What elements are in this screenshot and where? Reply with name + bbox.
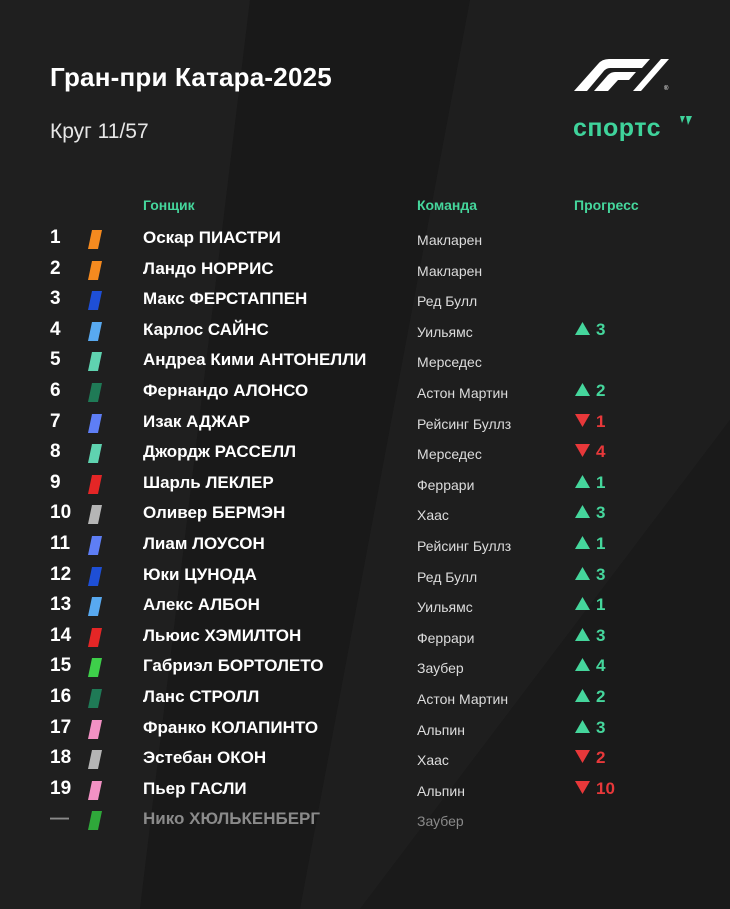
- position-number: 15: [50, 655, 72, 677]
- arrow-up-icon: [575, 536, 590, 549]
- progress-value: 10: [596, 778, 615, 798]
- driver-name: Льюис ХЭМИЛТОН: [143, 625, 302, 645]
- arrow-up-icon: [575, 597, 590, 610]
- team-color-flag-icon: [88, 352, 102, 371]
- f1-logo-icon: [572, 58, 680, 92]
- position-number: 1: [50, 227, 61, 248]
- team-name: Альпин: [417, 721, 465, 738]
- table-row: [0, 376, 730, 407]
- position-number: 17: [50, 716, 72, 738]
- driver-name: Фернандо АЛОНСО: [143, 381, 309, 400]
- team-name: Макларен: [417, 232, 483, 248]
- driver-name: Лиам ЛОУСОН: [143, 534, 265, 553]
- column-header-driver: Гонщик: [143, 197, 195, 213]
- team-name: Мерседес: [417, 354, 482, 371]
- table-row: [0, 498, 730, 529]
- team-color-flag-icon: [88, 720, 102, 739]
- table-row: [0, 223, 730, 254]
- progress-indicator: [575, 473, 605, 493]
- team-color-flag-icon: [88, 444, 102, 463]
- column-header-team: Команда: [417, 197, 477, 213]
- position-number: 10: [50, 502, 72, 524]
- table-row: [0, 254, 730, 285]
- position-number: 3: [50, 288, 61, 310]
- progress-value: 1: [596, 411, 606, 431]
- driver-name: Нико ХЮЛЬКЕНБЕРГ: [143, 809, 321, 829]
- position-number: 16: [50, 686, 72, 707]
- team-color-flag-icon: [88, 475, 102, 494]
- driver-name: Макс ФЕРСТАППЕН: [143, 289, 308, 309]
- team-color-flag-icon: [88, 536, 102, 555]
- team-name: Хаас: [417, 752, 449, 769]
- team-name: Рейсинг Буллз: [417, 415, 512, 432]
- driver-name: Изак АДЖАР: [143, 411, 251, 431]
- position-number: 11: [50, 533, 71, 554]
- team-color-flag-icon: [88, 505, 102, 524]
- progress-value: 1: [596, 595, 606, 615]
- table-row: [0, 743, 730, 774]
- driver-name: Пьер ГАСЛИ: [143, 778, 247, 798]
- table-row: [0, 682, 730, 713]
- driver-name: Оскар ПИАСТРИ: [143, 228, 281, 247]
- team-name: Ред Булл: [417, 293, 478, 310]
- arrow-up-icon: [575, 689, 590, 702]
- team-name: Заубер: [417, 813, 464, 830]
- table-row: [0, 284, 730, 315]
- progress-indicator: [575, 779, 615, 799]
- table-row: [0, 651, 730, 682]
- progress-value: 1: [596, 534, 606, 553]
- position-number: 6: [50, 380, 61, 401]
- table-row: [0, 345, 730, 376]
- progress-indicator: [575, 412, 605, 432]
- sports-logo-text: спортс: [573, 114, 662, 142]
- table-row: [0, 468, 730, 499]
- position-number: —: [50, 808, 69, 830]
- driver-name: Эстебан ОКОН: [143, 748, 267, 768]
- sports-logo: [573, 114, 661, 143]
- team-color-flag-icon: [88, 322, 102, 341]
- svg-text:®: ®: [664, 86, 669, 92]
- progress-value: 1: [596, 472, 606, 492]
- driver-name: Оливер БЕРМЭН: [143, 503, 286, 523]
- table-row: [0, 437, 730, 468]
- progress-value: 3: [596, 503, 606, 523]
- sports-logo-mark-icon: [679, 116, 693, 128]
- team-name: Мерседес: [417, 446, 482, 463]
- position-number: 13: [50, 594, 72, 616]
- team-name: Ред Булл: [417, 568, 478, 585]
- team-color-flag-icon: [88, 811, 102, 830]
- driver-name: Габриэл БОРТОЛЕТО: [143, 656, 324, 676]
- table-row: [0, 407, 730, 438]
- driver-name: Юки ЦУНОДА: [143, 564, 257, 584]
- progress-indicator: [575, 626, 605, 646]
- progress-indicator: [575, 748, 605, 768]
- arrow-up-icon: [575, 322, 590, 335]
- progress-indicator: [575, 503, 605, 523]
- position-number: 12: [50, 563, 72, 585]
- team-color-flag-icon: [88, 261, 102, 280]
- position-number: 14: [50, 624, 72, 646]
- table-row: [0, 560, 730, 591]
- team-color-flag-icon: [88, 414, 102, 433]
- team-color-flag-icon: [88, 750, 102, 769]
- driver-name: Франко КОЛАПИНТО: [143, 717, 319, 737]
- position-number: 5: [50, 349, 61, 371]
- driver-name: Карлос САЙНС: [143, 319, 269, 339]
- progress-indicator: [575, 381, 605, 401]
- position-number: 19: [50, 777, 72, 799]
- team-color-flag-icon: [88, 291, 102, 310]
- progress-indicator: [575, 656, 605, 676]
- driver-name: Алекс АЛБОН: [143, 595, 260, 615]
- team-color-flag-icon: [88, 689, 102, 708]
- driver-name: Джордж РАССЕЛЛ: [143, 442, 297, 462]
- arrow-up-icon: [575, 383, 590, 396]
- arrow-up-icon: [575, 567, 590, 580]
- progress-indicator: [575, 442, 605, 462]
- team-name: Феррари: [417, 629, 475, 646]
- driver-name: Шарль ЛЕКЛЕР: [143, 472, 274, 492]
- progress-indicator: [575, 595, 605, 615]
- progress-value: 2: [596, 381, 606, 400]
- table-row: [0, 804, 730, 835]
- team-color-flag-icon: [88, 628, 102, 647]
- arrow-down-icon: [575, 414, 590, 427]
- team-name: Рейсинг Буллз: [417, 538, 512, 554]
- position-number: 4: [50, 318, 61, 340]
- position-number: 9: [50, 471, 61, 493]
- column-header-progress: Прогресс: [574, 197, 639, 213]
- progress-indicator: [575, 565, 605, 585]
- page-title: Гран-при Катара-2025: [50, 62, 332, 92]
- arrow-down-icon: [575, 444, 590, 457]
- arrow-up-icon: [575, 658, 590, 671]
- table-row: [0, 774, 730, 805]
- team-color-flag-icon: [88, 597, 102, 616]
- driver-name: Ландо НОРРИС: [143, 258, 274, 278]
- arrow-down-icon: [575, 750, 590, 763]
- table-row: [0, 529, 730, 560]
- arrow-down-icon: [575, 781, 590, 794]
- progress-value: 3: [596, 564, 606, 584]
- driver-name: Ланс СТРОЛЛ: [143, 687, 260, 706]
- team-name: Макларен: [417, 262, 483, 279]
- arrow-up-icon: [575, 720, 590, 733]
- position-number: 7: [50, 410, 61, 432]
- lap-counter: Круг 11/57: [50, 120, 149, 143]
- position-number: 8: [50, 441, 61, 463]
- progress-indicator: [575, 320, 605, 340]
- progress-indicator: [575, 534, 605, 554]
- progress-indicator: [575, 718, 605, 738]
- progress-value: 2: [596, 748, 606, 768]
- progress-value: 3: [596, 319, 606, 339]
- team-color-flag-icon: [88, 230, 102, 249]
- team-name: Феррари: [417, 476, 475, 493]
- table-row: [0, 315, 730, 346]
- team-name: Уильямс: [417, 599, 473, 616]
- team-color-flag-icon: [88, 658, 102, 677]
- arrow-up-icon: [575, 628, 590, 641]
- team-color-flag-icon: [88, 383, 102, 402]
- team-name: Уильямс: [417, 323, 473, 340]
- position-number: 18: [50, 747, 72, 769]
- team-color-flag-icon: [88, 567, 102, 586]
- table-row: [0, 590, 730, 621]
- team-name: Альпин: [417, 782, 465, 799]
- progress-value: 4: [596, 656, 606, 676]
- table-row: [0, 621, 730, 652]
- arrow-up-icon: [575, 505, 590, 518]
- arrow-up-icon: [575, 475, 590, 488]
- progress-value: 3: [596, 625, 606, 645]
- position-number: 2: [50, 257, 61, 279]
- team-name: Хаас: [417, 507, 449, 524]
- table-row: [0, 713, 730, 744]
- progress-value: 3: [596, 717, 606, 737]
- team-name: Астон Мартин: [417, 385, 509, 401]
- team-color-flag-icon: [88, 781, 102, 800]
- team-name: Заубер: [417, 660, 464, 677]
- progress-value: 2: [596, 687, 606, 706]
- progress-value: 4: [596, 442, 606, 462]
- team-name: Астон Мартин: [417, 691, 509, 707]
- progress-indicator: [575, 687, 605, 707]
- driver-name: Андреа Кими АНТОНЕЛЛИ: [143, 350, 367, 370]
